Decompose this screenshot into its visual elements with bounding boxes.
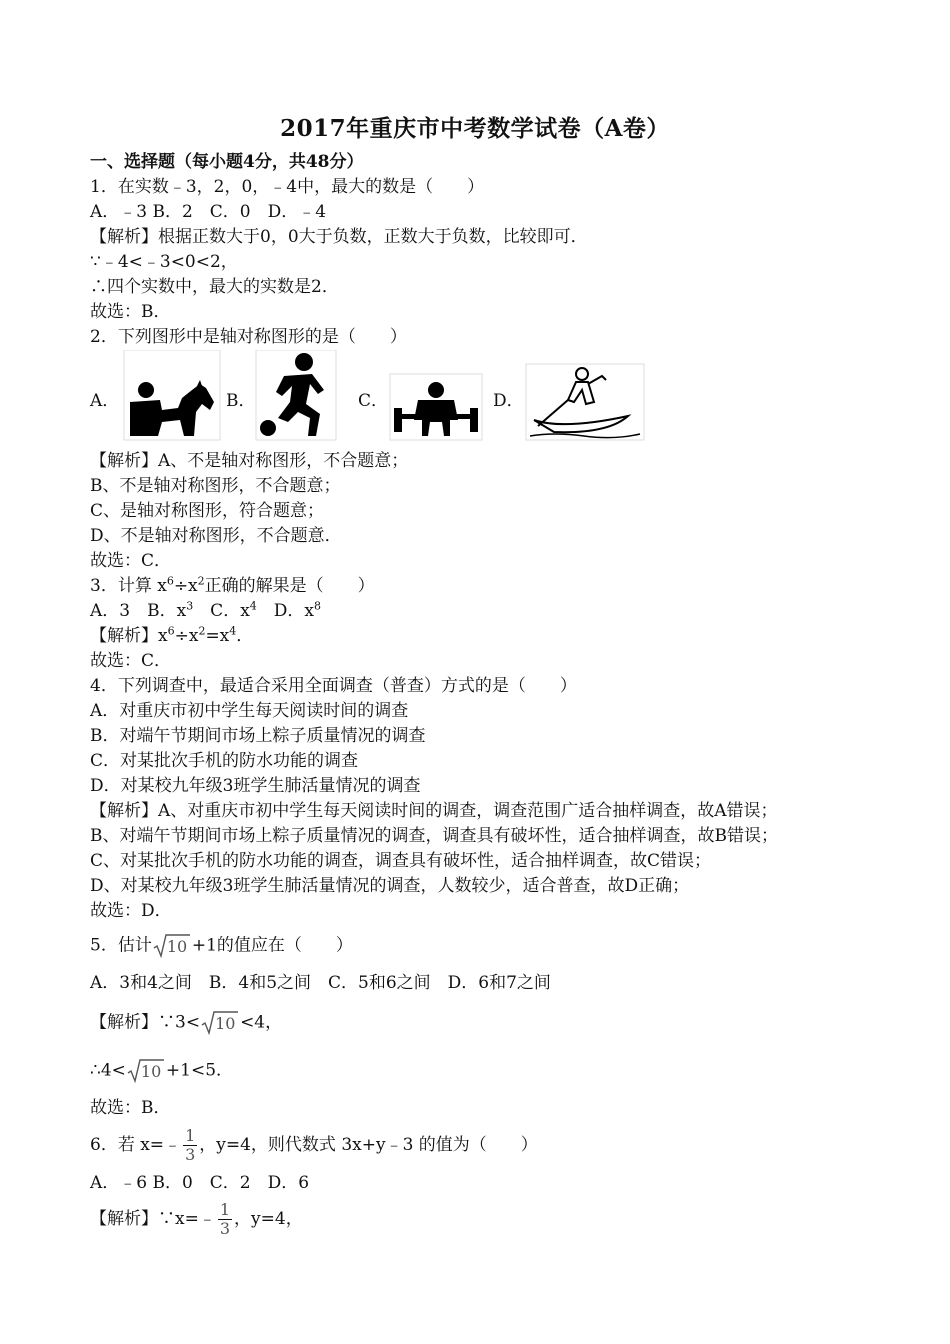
q2-option-label-c: C． (358, 391, 389, 411)
q3-options: A．3 B．$x^3$ C．$x^4$ D．$x^8$ (90, 599, 322, 621)
q4-option: B．对端午节期间市场上粽子质量情况的调查 (90, 726, 426, 746)
sqrt-symbol: 10 (201, 1011, 239, 1035)
q5-stem: 5．估计 10 +1的值应在（ ） (90, 935, 353, 956)
q4-option: A．对重庆市初中学生每天阅读时间的调查 (90, 701, 409, 721)
q2-analysis-line: 【解析】A、不是轴对称图形，不合题意； (90, 451, 409, 471)
q3-analysis: 【解析】$x^6\div x^2=x^4$． (90, 624, 254, 646)
q3-answer: 故选：C． (90, 651, 172, 671)
q2-analysis-line: D、不是轴对称图形，不合题意． (90, 526, 342, 546)
sqrt-symbol: 10 (153, 934, 191, 958)
fraction: $\frac{1}{3}$ (219, 1200, 231, 1238)
horse-rider-figure (122, 350, 222, 442)
page-title: 2017年重庆市中考数学试卷（A卷） (280, 115, 670, 142)
q4-analysis-line: 【解析】A、对重庆市初中学生每天阅读时间的调查，调查范围广适合抽样调查，故A错误； (90, 801, 778, 821)
q2-figure-options (90, 350, 690, 442)
q1-analysis-line: 【解析】根据正数大于0，0大于负数，正数大于负数，比较即可． (90, 227, 588, 247)
q1-analysis-line: ∴四个实数中，最大的实数是2． (90, 277, 339, 297)
q4-analysis-line: B、对端午节期间市场上粽子质量情况的调查，调查具有破坏性，适合抽样调查，故B错误； (90, 826, 778, 846)
q6-analysis: 【解析】∵x=﹣ $\frac{1}{3}$ ，y=4， (90, 1200, 303, 1238)
q4-option: D．对某校九年级3班学生肺活量情况的调查 (90, 776, 421, 796)
q5-answer: 故选：B． (90, 1098, 171, 1118)
q4-answer: 故选：D． (90, 901, 172, 921)
q1-analysis-line: ∵﹣4<﹣3<0<2， (90, 252, 238, 272)
q2-analysis-line: B、不是轴对称图形，不合题意； (90, 476, 341, 496)
fraction: $\frac{1}{3}$ (185, 1126, 196, 1164)
q2-option-label-a: A． (90, 391, 120, 411)
q1-answer: 故选：B． (90, 302, 171, 322)
q3-stem: 3．计算 $x^6\div x^2$正确的解果是（ ） (90, 574, 375, 596)
rowing-figure (524, 350, 646, 442)
q1-stem: 1．在实数﹣3，2，0，﹣4中，最大的数是（ ） (90, 177, 485, 197)
q5-analysis-line: ∴4< 10 +1<5． (90, 1060, 234, 1081)
q2-answer: 故选：C． (90, 551, 172, 571)
q2-analysis-line: C、是轴对称图形，符合题意； (90, 501, 325, 521)
q6-stem: 6．若 x=﹣ $\frac{1}{3}$ ，y=4，则代数式 3x+y﹣3 的值为（ ） (90, 1126, 538, 1164)
q2-stem: 2．下列图形中是轴对称图形的是（ ） (90, 327, 407, 347)
sqrt-symbol: 10 (127, 1059, 165, 1083)
q6-options: A．﹣6 B．0 C．2 D．6 (90, 1173, 310, 1193)
q5-options: A．3和4之间 B．4和5之间 C．5和6之间 D．6和7之间 (90, 973, 551, 993)
q4-stem: 4．下列调查中，最适合采用全面调查（普查）方式的是（ ） (90, 676, 577, 696)
weightlifter-figure (388, 350, 484, 442)
section-heading: 一、选择题（每小题4分，共48分） (90, 152, 364, 172)
soccer-player-figure (254, 350, 340, 442)
q2-option-label-d: D． (493, 391, 524, 411)
q4-option: C．对某批次手机的防水功能的调查 (90, 751, 359, 771)
q1-options: A．﹣3 B．2 C．0 D．﹣4 (90, 202, 327, 222)
q2-option-label-b: B． (226, 391, 256, 411)
q4-analysis-line: C、对某批次手机的防水功能的调查，调查具有破坏性，适合抽样调查，故C错误； (90, 851, 712, 871)
q4-analysis-line: D、对某校九年级3班学生肺活量情况的调查，人数较少，适合普查，故D正确； (90, 876, 690, 896)
q5-analysis-line: 【解析】∵3< 10 <4， (90, 1012, 283, 1033)
